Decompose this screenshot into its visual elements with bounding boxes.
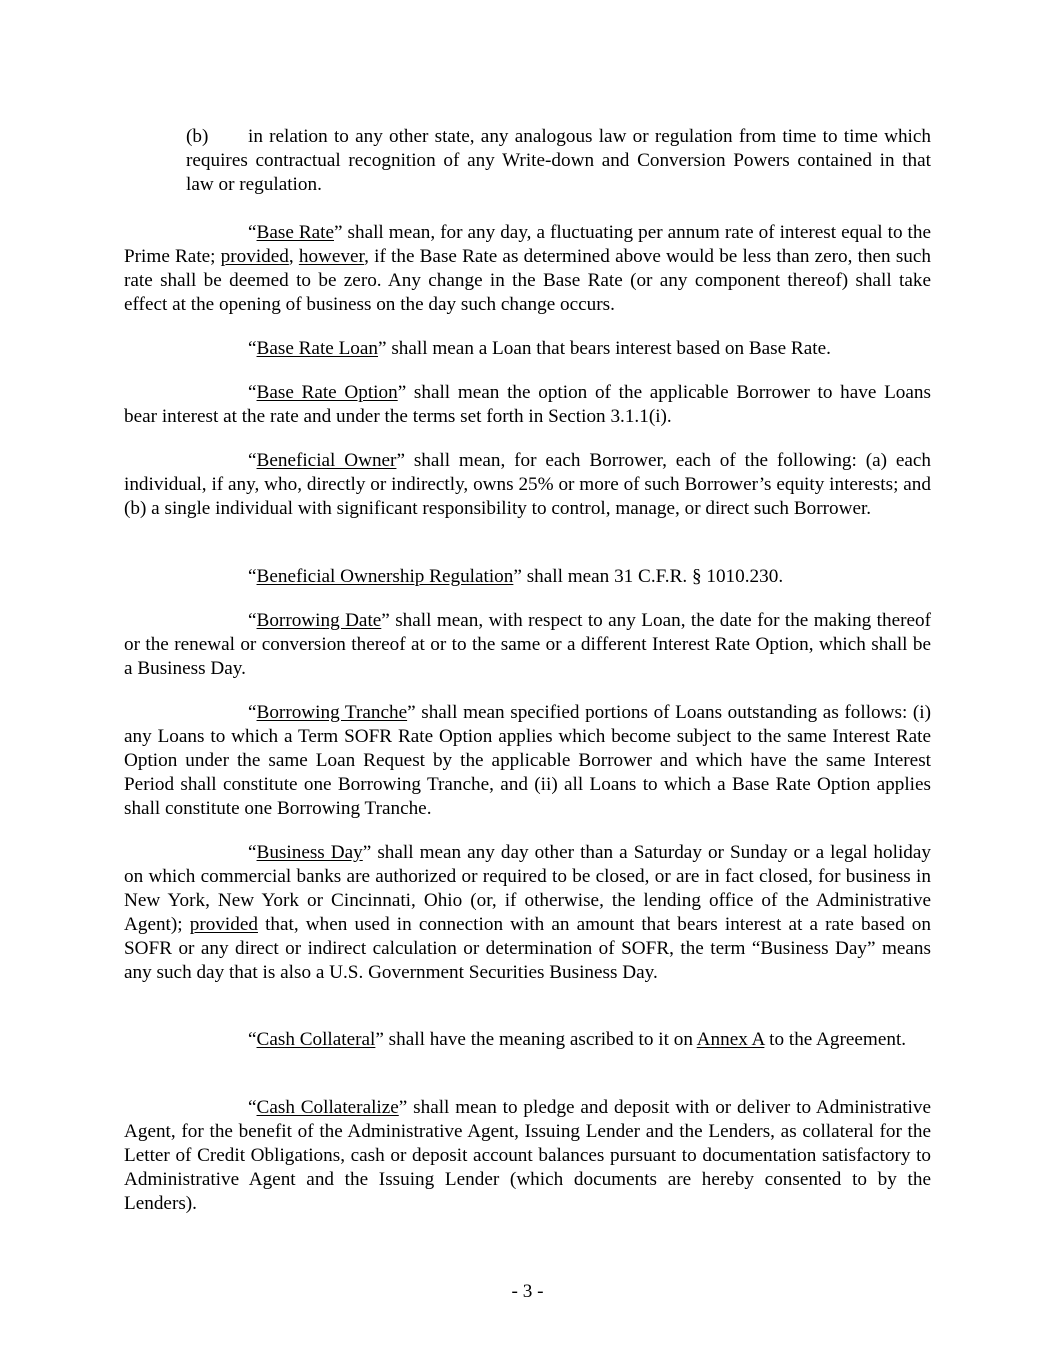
definition-base-rate-option: “Base Rate Option” shall mean the option of the applicable Borrower to have Loans bear interest at the rate and under the terms set forth in Section 3.1.1(i). <box>124 382 931 427</box>
clause-b-label: (b) <box>186 126 209 147</box>
provided-term: provided <box>220 246 289 267</box>
defined-term: Beneficial Ownership Regulation <box>256 566 514 587</box>
definition-beneficial-ownership-regulation: “Beneficial Ownership Regulation” shall mean 31 C.F.R. § 1010.230. <box>248 566 784 587</box>
definition-base-rate: “Base Rate” shall mean, for any day, a fluctuating per annum rate of interest equal to the Prime Rate; provided, however, if the Base Rate as determined above would be less than zero, then such rate shall be deemed to be zero. Any change in the Base Rate (or any component thereof) shall take effect at the opening of business on the day such change occurs. <box>124 222 931 315</box>
defined-term: Business Day <box>256 842 363 863</box>
clause-b-text: in relation to any other state, any analogous law or regulation from time to time which requires contractual recognition of any Write-down and Conversion Powers contained in that law or regulation. <box>186 126 931 195</box>
definition-beneficial-owner: “Beneficial Owner” shall mean, for each Borrower, each of the following: (a) each individual, if any, who, directly or indirectly, owns 25% or more of such Borrower’s equity interests; and (b) a single individual with significant responsibility to control, manage, or direct such Borrower. <box>124 450 932 519</box>
defined-term: Borrowing Tranche <box>256 702 408 723</box>
provided-term: provided <box>189 914 258 935</box>
definition-base-rate-loan: “Base Rate Loan” shall mean a Loan that bears interest based on Base Rate. <box>248 338 831 359</box>
defined-term: Borrowing Date <box>256 610 382 631</box>
defined-term: Base Rate <box>256 222 334 243</box>
defined-term: Cash Collateral <box>256 1029 376 1050</box>
however-term: however <box>298 246 365 267</box>
definition-cash-collateral: “Cash Collateral” shall have the meaning ascribed to it on Annex A to the Agreement. <box>248 1029 907 1050</box>
defined-term: Cash Collateralize <box>256 1097 399 1118</box>
defined-term: Beneficial Owner <box>256 450 397 471</box>
definition-borrowing-tranche: “Borrowing Tranche” shall mean specified portions of Loans outstanding as follows: (i) any Loans to which a Term SOFR Rate Option applies which become subject to the same Interest Rate Option under the same Loan Request by the applicable Borrower and which have the same Interest Period shall constitute one Borrowing Tranche, and (ii) all Loans to which a Base Rate Option applies shall constitute one Borrowing Tranche. <box>124 702 932 819</box>
definition-cash-collateralize: “Cash Collateralize” shall mean to pledge and deposit with or deliver to Administrative Agent, for the benefit of the Administrative Agent, Issuing Lender and the Lenders, as collateral for the Letter of Credit Obligations, cash or deposit account balances pursuant to documentation satisfactory to Administrative Agent and the Issuing Lender (which documents are hereby consented to by the Lenders). <box>124 1097 931 1214</box>
definition-borrowing-date: “Borrowing Date” shall mean, with respect to any Loan, the date for the making thereof or the renewal or conversion thereof at or to the same or a different Interest Rate Option, which shall be a Business Day. <box>124 610 931 679</box>
defined-term: Base Rate Loan <box>256 338 379 359</box>
defined-term: Base Rate Option <box>256 382 398 403</box>
annex-a-reference: Annex A <box>696 1029 765 1050</box>
definition-business-day: “Business Day” shall mean any day other than a Saturday or Sunday or a legal holiday on which commercial banks are authorized or required to be closed, or are in fact closed, for business in New York, New York or Cincinnati, Ohio (or, if otherwise, the lending office of the Administrative Agent); provided that, when used in connection with an amount that bears interest at a rate based on SOFR or any direct or indirect calculation or determination of SOFR, the term “Business Day” means any such day that is also a U.S. Government Securities Business Day. <box>124 842 931 983</box>
page-number: - 3 - <box>511 1281 544 1302</box>
clause-b <box>186 125 931 197</box>
